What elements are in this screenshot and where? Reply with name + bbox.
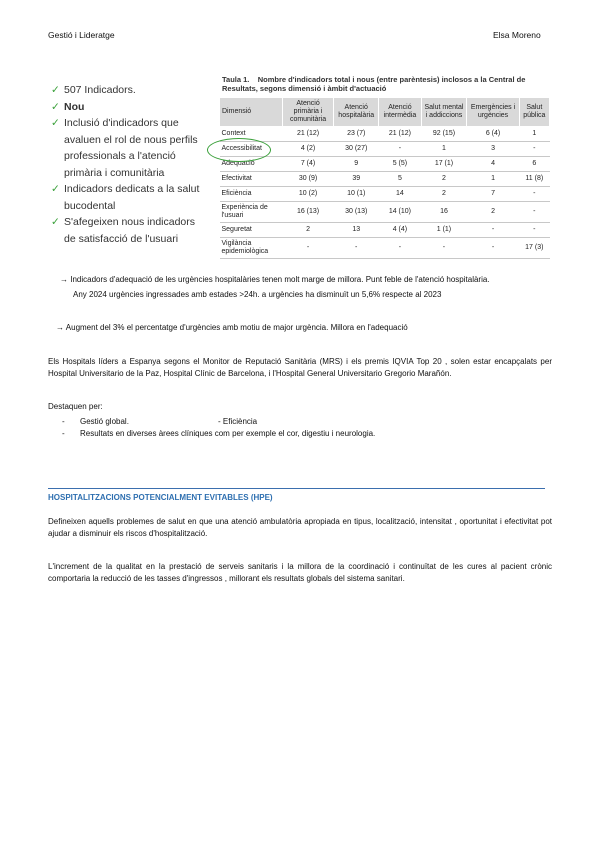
table-cell: 13 [334,223,379,238]
table-cell: 30 (9) [283,172,334,187]
table-row [220,157,550,172]
list-dash: - [62,417,65,426]
table-cell: - [519,223,549,238]
table-cell: - [334,238,379,259]
bullet-text: bucodental [64,199,116,212]
table-cell: 2 [283,223,334,238]
table-cell: - [519,142,549,157]
bullet-text: S'afegeixen nous indicadors [64,216,196,228]
bullet-text: professionals a l'atenció [64,150,176,162]
table-cell: 2 [421,172,467,187]
table-caption-line1: Taula 1. Nombre d'indicadors total i nous (entre parèntesis) inclosos a la Central de [222,75,526,84]
row-label: Accessibilitat [220,142,283,157]
table-cell: 3 [467,142,519,157]
check-icon: ✓ [51,117,60,129]
hpe-qualitat: L'increment de la qualitat en la prestació de serveis sanitaris i la millora de la coordinació i continuïtat de les cures al pacient crònic comportaria la reducció de les tasses d'ingressos , millorant els resultats globals del sistema sanitari. [48,562,552,583]
bullet-text: Inclusió d'indicadors que [64,117,179,129]
table-cell: 6 [519,157,549,172]
table-cell: 4 (2) [283,142,334,157]
note-augment-urgencia: → Augment del 3% el percentatge d'urgències amb motiu de major urgència. Millora en l'adequació [56,323,408,332]
check-icon: ✓ [51,100,60,113]
row-label: Efectivitat [220,172,283,187]
paragraph-hospitals: Els Hospitals líders a Espanya segons el Monitor de Reputació Sanitària (MRS) i els premis IQVIA Top 20 , solen estar encapçalats per Hospital Universitario de la Paz, Hospital Clínic de Barcelona, i l'Hospital General Universitario Gregorio Marañón. [48,357,552,378]
row-label: Eficiència [220,187,283,202]
bullet-indent [51,231,64,248]
table-row [220,238,550,259]
bullet-line [51,165,211,182]
note-adequacio-urgencies: → Indicadors d'adequació de les urgències hospitalàries tenen molt marge de millora. Punt feble de l'atenció hospitalària. [60,275,490,284]
bullet-line [51,198,211,215]
table-cell: 14 [379,187,421,202]
row-label: Seguretat [220,223,283,238]
bullet-line [51,231,211,248]
bullet-indent [51,132,64,149]
bullet-text: de satisfacció de l'usuari [64,232,179,245]
check-icon: ✓ [51,216,60,228]
bullet-text: Nou [64,100,85,113]
table-cell: 23 (7) [334,127,379,142]
table-header-cell: Salut mental i addiccions [421,98,467,127]
table-header-cell: Atenció primària i comunitària [283,98,334,127]
table-cell: 2 [467,202,519,223]
table-cell: 92 (15) [421,127,467,142]
table-cell: - [421,238,467,259]
list-item [62,416,542,428]
table-header-cell: Atenció hospitalària [334,98,379,127]
table-cell: 10 (1) [334,187,379,202]
table-header-cell: Emergències i urgències [467,98,519,127]
table-cell: - [519,187,549,202]
header-right: Elsa Moreno [493,30,541,40]
table-cell: 30 (13) [334,202,379,223]
check-icon: ✓ [51,84,60,96]
bullet-line [51,132,211,149]
table-cell: - [379,142,421,157]
table-cell: 21 (12) [379,127,421,142]
table-cell: 4 (4) [379,223,421,238]
table-cell: 1 [421,142,467,157]
table-cell: - [283,238,334,259]
bullet-line [51,181,211,198]
table-cell: 10 (2) [283,187,334,202]
bullet-line [51,148,211,165]
bullet-text: 507 Indicadors. [64,84,136,96]
table-cell: 1 [519,127,549,142]
table-cell: 16 [421,202,467,223]
table-cell: - [467,223,519,238]
note-urgencies-2024: Any 2024 urgències ingressades amb estades >24h. a urgències ha disminuït un 5,6% respecte al 2023 [73,290,442,299]
row-label: Experiència de l'usuari [220,202,283,223]
table-caption-line2: Resultats, segons dimensió i àmbit d'actuació [222,84,387,93]
table-cell: 5 [379,172,421,187]
bullet-indent [51,148,64,165]
table-cell: 2 [421,187,467,202]
table-cell: 1 (1) [421,223,467,238]
bullet-line [51,214,211,231]
accessibilitat-highlight-ellipse [207,138,271,162]
table-header-cell: Dimensió [220,98,283,127]
table-cell: 6 (4) [467,127,519,142]
row-label: Vigilància epidemiològica [220,238,283,259]
bullet-text: avaluen el rol de nous perfils [64,133,198,146]
table-row [220,187,550,202]
table-cell: 17 (1) [421,157,467,172]
table-cell: 7 [467,187,519,202]
table-cell: 30 (27) [334,142,379,157]
row-label: Adequació [220,157,283,172]
bullet-text: Indicadors dedicats a la salut [64,183,200,195]
table-cell: 9 [334,157,379,172]
list-item-resultats: Resultats en diverses àrees clíniques com per exemple el cor, digestiu i neurologia. [80,429,376,438]
table-header-cell: Atenció intermèdia [379,98,421,127]
table-row [220,223,550,238]
table-cell: 11 (8) [519,172,549,187]
table-row [220,172,550,187]
highlight-title: Destaquen per: [48,402,103,411]
list-item-gestio: Gestió global. [80,417,129,426]
table-cell: 14 (10) [379,202,421,223]
table-cell: 4 [467,157,519,172]
table-cell: - [519,202,549,223]
section-title-hpe: HOSPITALITZACIONS POTENCIALMENT EVITABLES (HPE) [48,493,273,502]
table-row [220,127,550,142]
bullet-list [51,82,211,247]
table-header-cell: Salut pública [519,98,549,127]
header-left: Gestió i Lideratge [48,30,115,40]
bullet-text: primària i comunitària [64,166,165,179]
table-cell: - [467,238,519,259]
table-cell: 17 (3) [519,238,549,259]
list-item-eficiencia: - Eficiència [218,417,258,426]
table-cell: 7 (4) [283,157,334,172]
table-cell: 1 [467,172,519,187]
check-icon: ✓ [51,183,60,195]
bullet-indent [51,165,64,182]
list-dash: - [62,429,65,438]
bullet-line [51,115,211,132]
bullet-indent [51,198,64,215]
list-item [62,428,542,440]
hpe-definition: Defineixen aquells problemes de salut en que una atenció ambulatòria apropiada en tipus, localització, intensitat , oportunitat i efectivitat pot ajudar a disminuir els riscos d'hospitalització. [48,517,552,538]
highlight-list [62,416,542,440]
table-cell: - [379,238,421,259]
row-label: Context [220,127,283,142]
bullet-line [51,82,211,99]
bullet-line [51,99,211,116]
table-caption [222,75,552,93]
section-rule [48,488,545,489]
table-row [220,202,550,223]
table-cell: 21 (12) [283,127,334,142]
table-cell: 39 [334,172,379,187]
indicators-table [219,97,550,259]
table-cell: 16 (13) [283,202,334,223]
table-cell: 5 (5) [379,157,421,172]
